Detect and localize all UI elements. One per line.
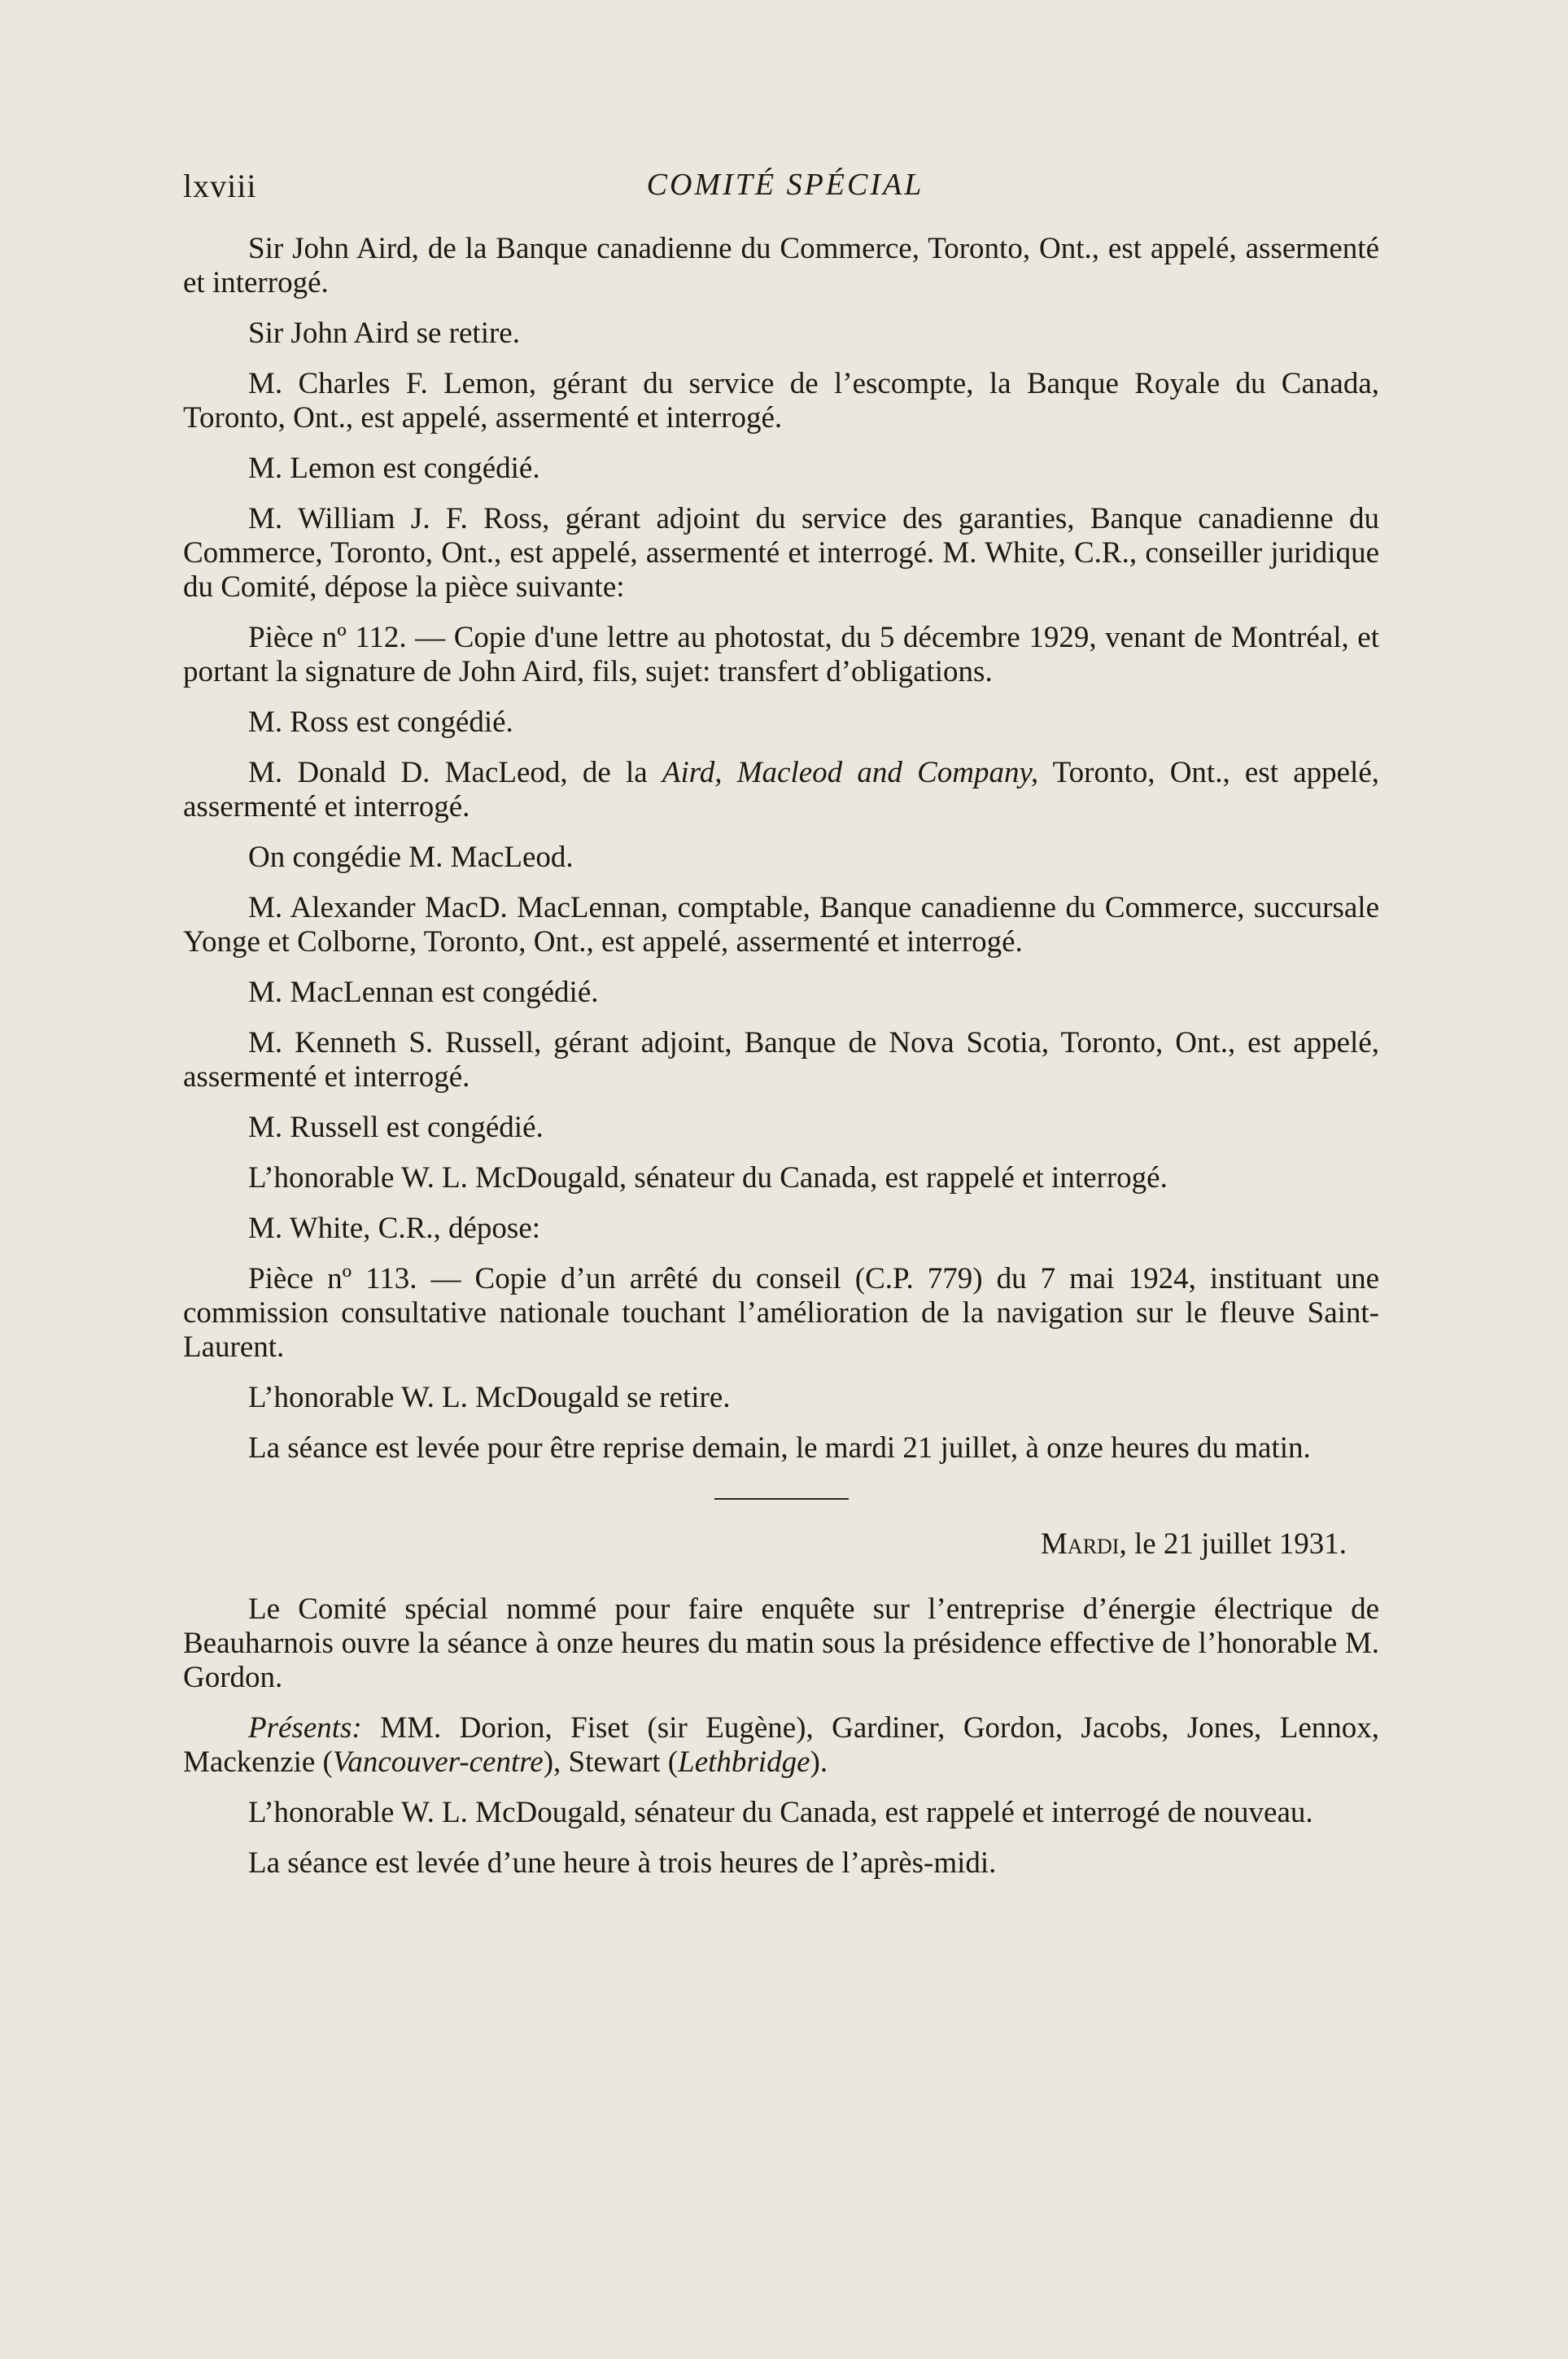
text-run: MM. Dorion, Fiset (sir Eugène), Gardiner, Gordon, Jacobs, Jones, Lennox, Mackenzie ( [183,1711,1379,1779]
running-title: COMITÉ SPÉCIAL [646,168,924,202]
paragraph: On congédie M. MacLeod. [248,841,574,874]
paragraph: L’honorable W. L. McDougald, sénateur du Canada, est rappelé et interrogé. [248,1161,1168,1195]
text-run: Toronto, Ont., est appelé, assermenté et interrogé. [183,756,1379,823]
paragraph: M. Charles F. Lemon, gérant du service de l’escompte, la Banque Royale du Canada, Toronto, Ont., est appelé, assermenté et interrogé. [183,367,1379,435]
paragraph: M. William J. F. Ross, gérant adjoint du service des garanties, Banque canadienne du Commerce, Toronto, Ont., est appelé, assermenté et interrogé. M. White, C.R., conseiller juridique du Comité, dépose la pièce suivante: [183,502,1379,604]
paragraph: M. White, C.R., dépose: [248,1212,541,1245]
paragraph: M. Ross est congédié. [248,706,513,739]
page-header [183,167,1387,208]
dateline-day: Mardi [1041,1527,1120,1561]
adjournment: La séance est levée d’une heure à trois heures de l’après-midi. [248,1846,997,1880]
paragraph: M. Kenneth S. Russell, gérant adjoint, Banque de Nova Scotia, Toronto, Ont., est appelé, assermenté et interrogé. [183,1026,1379,1094]
section-divider [714,1498,849,1500]
text-run: ). [810,1745,828,1779]
page-number: lxviii [183,168,257,204]
paragraph: L’honorable W. L. McDougald, sénateur du Canada, est rappelé et interrogé de nouveau. [248,1796,1313,1829]
company-name: Aird, Macleod and Company, [662,756,1039,789]
exhibit-113: Pièce nº 113. — Copie d’un arrêté du conseil (C.P. 779) du 7 mai 1924, instituant une commission consultative nationale touchant l’amélioration de la navigation sur le fleuve Saint-Laurent. [183,1262,1379,1364]
text-run: M. Donald D. MacLeod, de la [248,756,662,789]
adjournment: La séance est levée pour être reprise demain, le mardi 21 juillet, à onze heures du matin. [248,1431,1311,1465]
paragraph: Le Comité spécial nommé pour faire enquête sur l’entreprise d’énergie électrique de Beauharnois ouvre la séance à onze heures du matin sous la présidence effective de l’honorable M. Gordon. [183,1592,1379,1694]
paragraph: Sir John Aird, de la Banque canadienne du Commerce, Toronto, Ont., est appelé, assermenté et interrogé. [183,232,1379,299]
paragraph: Sir John Aird se retire. [248,317,520,350]
riding-name: Vancouver-centre [332,1745,544,1779]
paragraph: M. Alexander MacD. MacLennan, comptable, Banque canadienne du Commerce, succursale Yonge et Colborne, Toronto, Ont., est appelé, assermenté et interrogé. [183,891,1379,959]
attendance-label: Présents: [248,1711,362,1745]
document-body [183,232,1379,1897]
dateline-date: , le 21 juillet 1931. [1119,1527,1347,1561]
session-dateline [183,1527,1347,1562]
attendance [183,1711,1379,1780]
text-run: ), Stewart ( [543,1745,679,1779]
paragraph: M. MacLennan est congédié. [248,976,599,1009]
exhibit-112: Pièce nº 112. — Copie d'une lettre au photostat, du 5 décembre 1929, venant de Montréal, et portant la signature de John Aird, fils, sujet: transfert d’obligations. [183,621,1379,688]
riding-name: Lethbridge [678,1745,810,1779]
paragraph [183,756,1379,824]
paragraph: M. Russell est congédié. [248,1111,544,1144]
paragraph: L’honorable W. L. McDougald se retire. [248,1381,731,1414]
paragraph: M. Lemon est congédié. [248,452,540,485]
